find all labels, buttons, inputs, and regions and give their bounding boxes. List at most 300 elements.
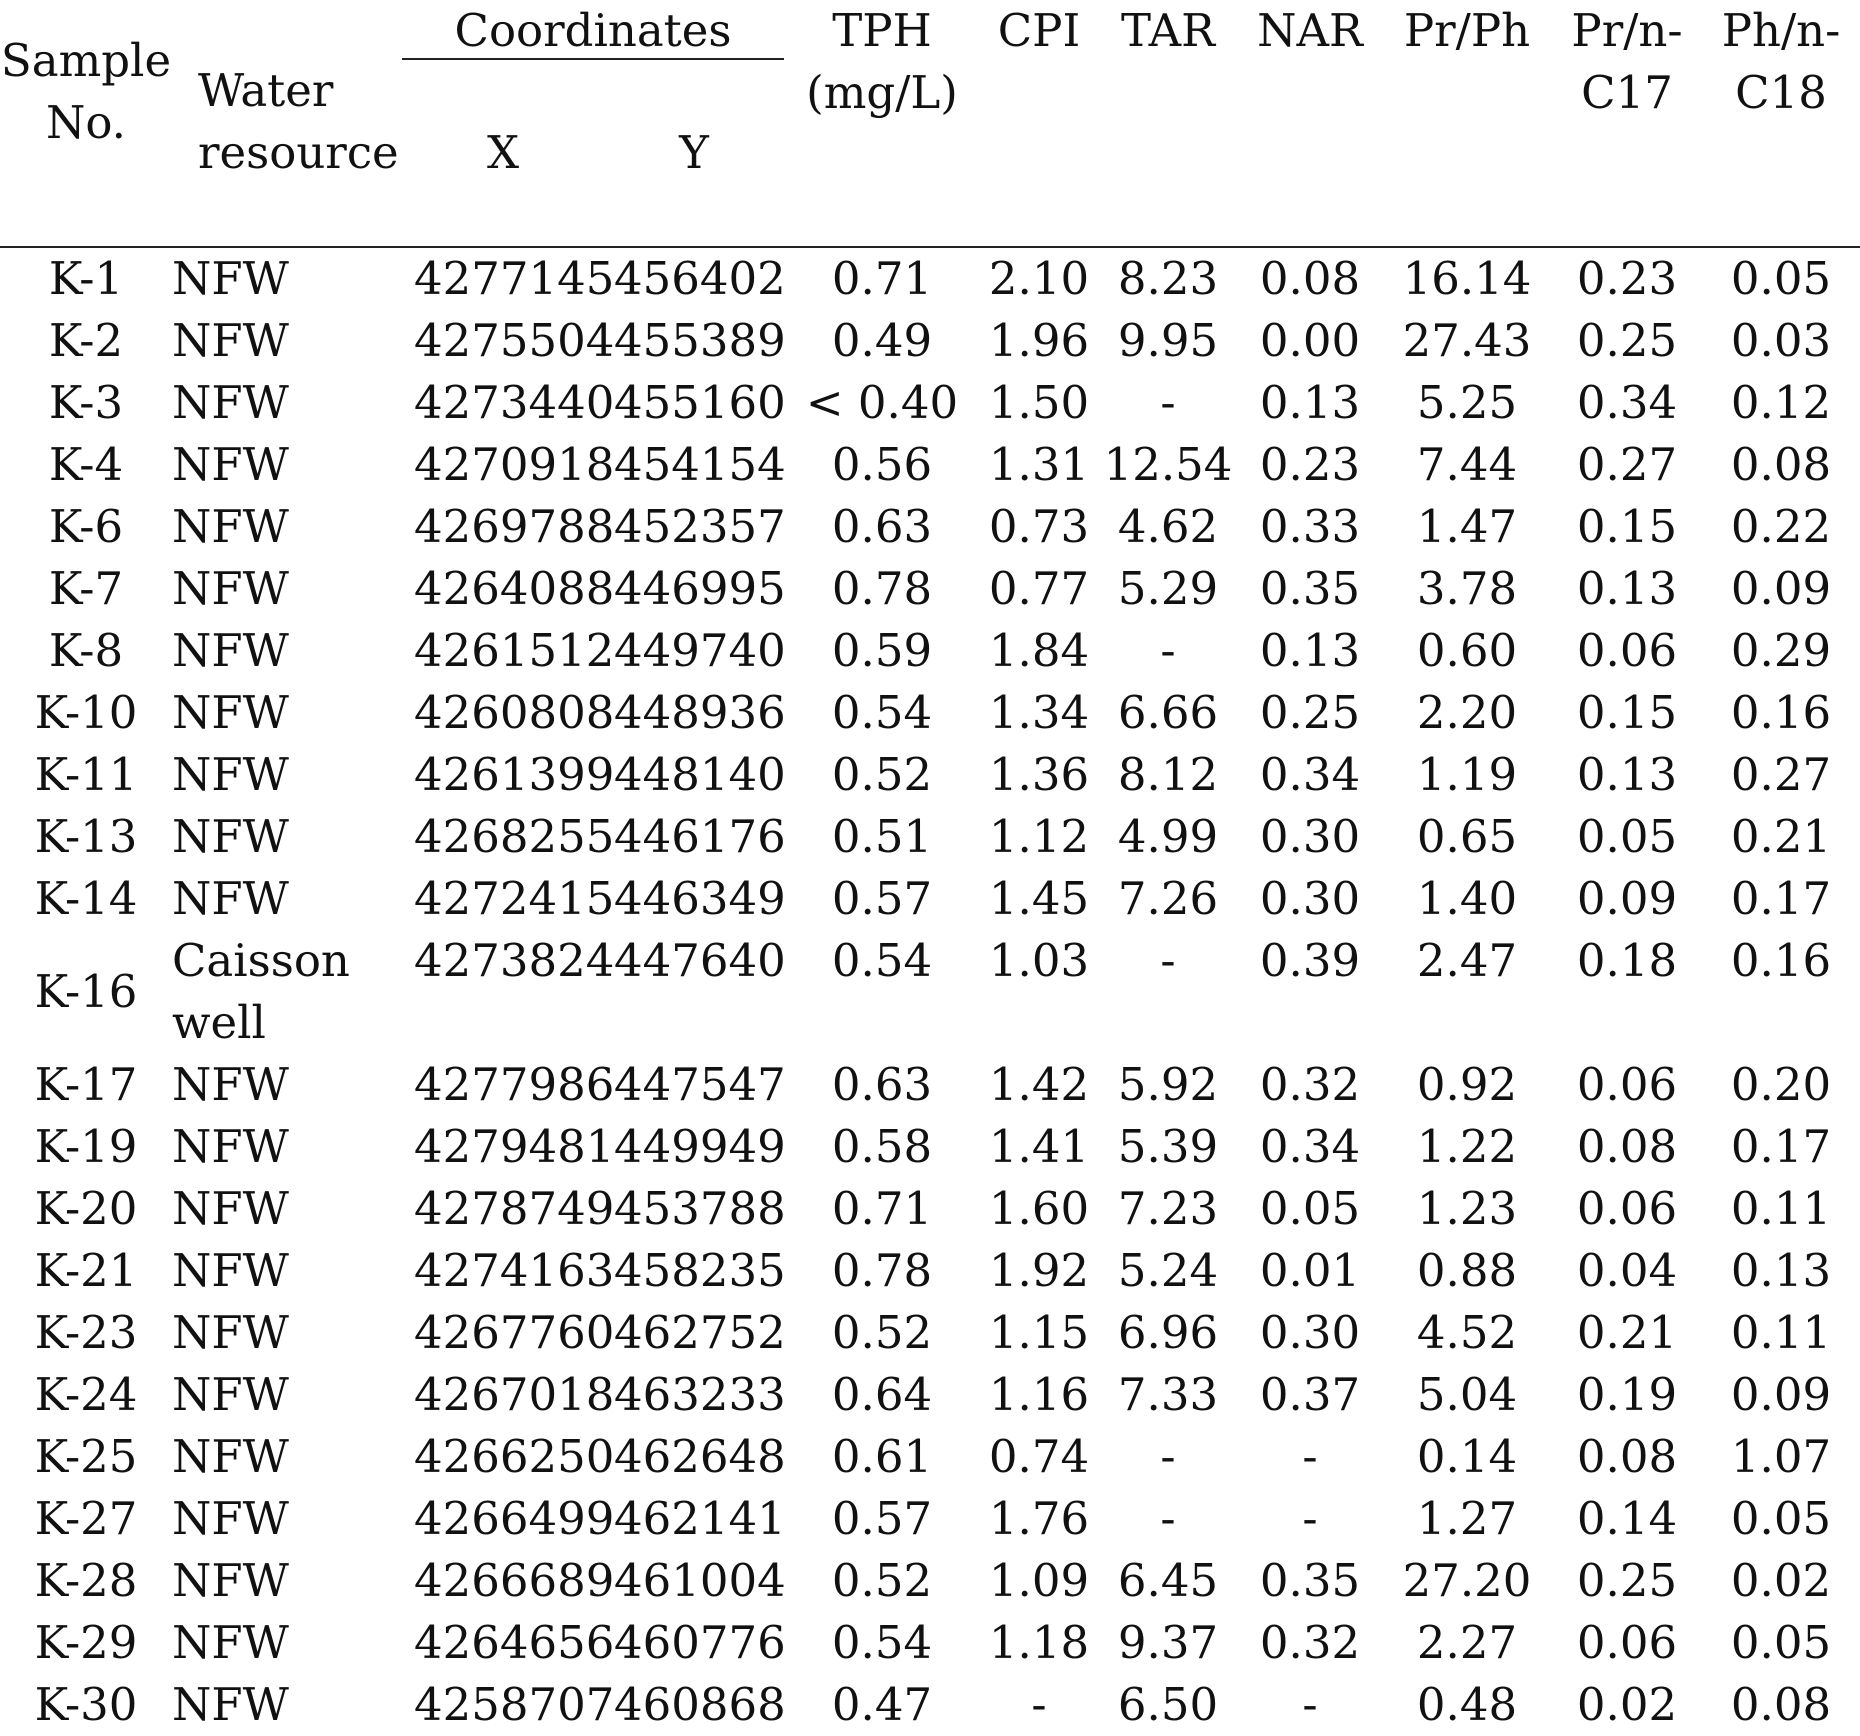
cell-nar: 0.23 bbox=[1259, 438, 1361, 491]
cell-coord-x: 4272415 bbox=[414, 872, 615, 925]
cell-tph: 0.47 bbox=[831, 1678, 933, 1731]
cell-coord-x: 4264088 bbox=[414, 562, 615, 615]
header-pr-c17 bbox=[1552, 0, 1702, 124]
header-sample-line1: Sample bbox=[0, 34, 172, 87]
cell-nar: 0.01 bbox=[1259, 1244, 1361, 1297]
cell-tph: 0.54 bbox=[831, 686, 933, 739]
cell-tar: 7.26 bbox=[1117, 872, 1219, 925]
cell-tar: 6.45 bbox=[1117, 1554, 1219, 1607]
cell-cpi: 1.41 bbox=[988, 1120, 1090, 1173]
cell-tph: 0.63 bbox=[831, 500, 933, 553]
water-resource-line: NFW bbox=[172, 1554, 289, 1607]
cell-coord-y: 460868 bbox=[614, 1678, 786, 1731]
coordinates-underline bbox=[402, 58, 784, 60]
water-resource-line: NFW bbox=[172, 1616, 289, 1669]
cell-ph-c18: 0.17 bbox=[1730, 1120, 1832, 1173]
cell-sample-no: K-25 bbox=[34, 1430, 138, 1483]
cell-pr-c17: 0.25 bbox=[1576, 1554, 1678, 1607]
cell-sample-no: K-28 bbox=[34, 1554, 138, 1607]
header-prc17-line2: C17 bbox=[1581, 66, 1673, 119]
cell-sample-no: K-21 bbox=[34, 1244, 138, 1297]
table-body bbox=[0, 248, 1860, 1736]
table-row bbox=[0, 1302, 1860, 1364]
cell-water-resource bbox=[172, 1488, 414, 1550]
cell-coord-y: 462141 bbox=[614, 1492, 786, 1545]
cell-tph: 0.78 bbox=[831, 1244, 933, 1297]
cell-tph: 0.63 bbox=[831, 1058, 933, 1111]
cell-coord-y: 458235 bbox=[614, 1244, 786, 1297]
cell-pr-ph: 3.78 bbox=[1416, 562, 1518, 615]
cell-water-resource bbox=[172, 1364, 414, 1426]
cell-nar: 0.08 bbox=[1259, 252, 1361, 305]
table-row bbox=[0, 620, 1860, 682]
water-resource-line: NFW bbox=[172, 500, 289, 553]
cell-sample-no: K-19 bbox=[34, 1120, 138, 1173]
header-tph bbox=[784, 0, 980, 124]
cell-pr-ph: 1.23 bbox=[1416, 1182, 1518, 1235]
table-row bbox=[0, 1550, 1860, 1612]
cell-tar: 8.23 bbox=[1117, 252, 1219, 305]
cell-pr-ph: 5.25 bbox=[1416, 376, 1518, 429]
cell-tar: 6.66 bbox=[1117, 686, 1219, 739]
cell-coord-y: 446349 bbox=[614, 872, 786, 925]
header-phc18-line2: C18 bbox=[1735, 66, 1827, 119]
cell-cpi: 1.16 bbox=[988, 1368, 1090, 1421]
cell-tph: 0.54 bbox=[831, 1616, 933, 1669]
table-row bbox=[0, 434, 1860, 496]
cell-tar: - bbox=[1160, 624, 1176, 677]
cell-water-resource bbox=[172, 434, 414, 496]
cell-pr-ph: 27.43 bbox=[1402, 314, 1532, 367]
cell-coord-y: 452357 bbox=[614, 500, 786, 553]
cell-tph: 0.71 bbox=[831, 252, 933, 305]
cell-pr-c17: 0.13 bbox=[1576, 748, 1678, 801]
cell-water-resource bbox=[172, 248, 414, 310]
water-resource-line: NFW bbox=[172, 1058, 289, 1111]
cell-tph: 0.78 bbox=[831, 562, 933, 615]
cell-nar: 0.25 bbox=[1259, 686, 1361, 739]
water-resource-line: NFW bbox=[172, 376, 289, 429]
cell-ph-c18: 0.05 bbox=[1730, 252, 1832, 305]
cell-pr-c17: 0.14 bbox=[1576, 1492, 1678, 1545]
cell-tar: 5.92 bbox=[1117, 1058, 1219, 1111]
cell-sample-no: K-23 bbox=[34, 1306, 138, 1359]
cell-cpi: 1.60 bbox=[988, 1182, 1090, 1235]
cell-sample-no: K-13 bbox=[34, 810, 138, 863]
cell-cpi: 1.36 bbox=[988, 748, 1090, 801]
cell-coord-y: 462752 bbox=[614, 1306, 786, 1359]
water-resource-line: NFW bbox=[172, 1368, 289, 1421]
cell-cpi: 1.76 bbox=[988, 1492, 1090, 1545]
cell-cpi: - bbox=[1031, 1678, 1047, 1731]
header-tar: TAR bbox=[1121, 4, 1215, 57]
cell-water-resource bbox=[172, 744, 414, 806]
cell-pr-ph: 0.88 bbox=[1416, 1244, 1518, 1297]
cell-sample-no: K-29 bbox=[34, 1616, 138, 1669]
water-resource-line: NFW bbox=[172, 686, 289, 739]
cell-tph: 0.59 bbox=[831, 624, 933, 677]
cell-cpi: 1.12 bbox=[988, 810, 1090, 863]
cell-water-resource bbox=[172, 1426, 414, 1488]
cell-pr-c17: 0.08 bbox=[1576, 1430, 1678, 1483]
table-row bbox=[0, 1674, 1860, 1736]
water-resource-line: NFW bbox=[172, 1182, 289, 1235]
cell-coord-y: 447640 bbox=[614, 934, 786, 987]
cell-pr-c17: 0.19 bbox=[1576, 1368, 1678, 1421]
header-x: X bbox=[486, 126, 520, 179]
cell-nar: 0.13 bbox=[1259, 376, 1361, 429]
cell-coord-x: 4277145 bbox=[414, 252, 615, 305]
cell-pr-ph: 5.04 bbox=[1416, 1368, 1518, 1421]
cell-pr-c17: 0.15 bbox=[1576, 500, 1678, 553]
cell-coord-y: 446995 bbox=[614, 562, 786, 615]
cell-tph: 0.61 bbox=[831, 1430, 933, 1483]
cell-sample-no: K-7 bbox=[48, 562, 124, 615]
cell-tar: 5.24 bbox=[1117, 1244, 1219, 1297]
cell-nar: 0.39 bbox=[1259, 934, 1361, 987]
header-pr-ph: Pr/Ph bbox=[1403, 4, 1531, 57]
cell-coord-x: 4278749 bbox=[414, 1182, 615, 1235]
cell-pr-c17: 0.06 bbox=[1576, 1058, 1678, 1111]
cell-sample-no: K-10 bbox=[34, 686, 138, 739]
cell-water-resource bbox=[172, 1550, 414, 1612]
cell-sample-no: K-30 bbox=[34, 1678, 138, 1731]
cell-pr-ph: 16.14 bbox=[1402, 252, 1532, 305]
cell-cpi: 1.09 bbox=[988, 1554, 1090, 1607]
cell-tar: 8.12 bbox=[1117, 748, 1219, 801]
cell-tar: - bbox=[1160, 934, 1176, 987]
cell-tar: 4.99 bbox=[1117, 810, 1219, 863]
header-nar: NAR bbox=[1257, 4, 1363, 57]
cell-tph: 0.71 bbox=[831, 1182, 933, 1235]
cell-coord-y: 449740 bbox=[614, 624, 786, 677]
cell-tar: 9.37 bbox=[1117, 1616, 1219, 1669]
cell-pr-c17: 0.18 bbox=[1576, 934, 1678, 987]
header-coordinates: Coordinates bbox=[454, 4, 732, 57]
cell-coord-y: 449949 bbox=[614, 1120, 786, 1173]
cell-coord-x: 4268255 bbox=[414, 810, 615, 863]
cell-pr-ph: 1.40 bbox=[1416, 872, 1518, 925]
cell-coord-x: 4264656 bbox=[414, 1616, 615, 1669]
cell-nar: 0.35 bbox=[1259, 562, 1361, 615]
cell-nar: 0.32 bbox=[1259, 1616, 1361, 1669]
water-resource-line: NFW bbox=[172, 314, 289, 367]
cell-pr-ph: 0.48 bbox=[1416, 1678, 1518, 1731]
data-table bbox=[0, 248, 1860, 1736]
table-row bbox=[0, 682, 1860, 744]
table-row bbox=[0, 1364, 1860, 1426]
water-resource-line: NFW bbox=[172, 252, 289, 305]
cell-pr-c17: 0.15 bbox=[1576, 686, 1678, 739]
cell-pr-c17: 0.04 bbox=[1576, 1244, 1678, 1297]
cell-cpi: 0.73 bbox=[988, 500, 1090, 553]
cell-ph-c18: 0.21 bbox=[1730, 810, 1832, 863]
cell-coord-x: 4274163 bbox=[414, 1244, 615, 1297]
cell-ph-c18: 0.02 bbox=[1730, 1554, 1832, 1607]
cell-coord-y: 460776 bbox=[614, 1616, 786, 1669]
cell-pr-c17: 0.23 bbox=[1576, 252, 1678, 305]
cell-tph: 0.57 bbox=[831, 1492, 933, 1545]
cell-tph: 0.52 bbox=[831, 748, 933, 801]
cell-coord-y: 455389 bbox=[614, 314, 786, 367]
cell-tar: - bbox=[1160, 376, 1176, 429]
water-resource-line: NFW bbox=[172, 1244, 289, 1297]
water-resource-line: NFW bbox=[172, 1120, 289, 1173]
cell-tar: - bbox=[1160, 1430, 1176, 1483]
water-resource-line: NFW bbox=[172, 1492, 289, 1545]
cell-tph: 0.58 bbox=[831, 1120, 933, 1173]
cell-coord-x: 4273824 bbox=[414, 934, 615, 987]
cell-tph: 0.49 bbox=[831, 314, 933, 367]
cell-nar: - bbox=[1302, 1492, 1318, 1545]
cell-water-resource bbox=[172, 930, 414, 1054]
table-row bbox=[0, 1488, 1860, 1550]
table-row bbox=[0, 1054, 1860, 1116]
cell-sample-no: K-6 bbox=[48, 500, 124, 553]
header-cpi: CPI bbox=[997, 4, 1081, 57]
cell-pr-c17: 0.21 bbox=[1576, 1306, 1678, 1359]
cell-tph: 0.64 bbox=[831, 1368, 933, 1421]
table-row bbox=[0, 1612, 1860, 1674]
cell-ph-c18: 0.08 bbox=[1730, 438, 1832, 491]
table-row bbox=[0, 1178, 1860, 1240]
cell-cpi: 1.45 bbox=[988, 872, 1090, 925]
cell-coord-x: 4269788 bbox=[414, 500, 615, 553]
cell-nar: 0.34 bbox=[1259, 748, 1361, 801]
cell-coord-x: 4266499 bbox=[414, 1492, 615, 1545]
water-resource-line: NFW bbox=[172, 872, 289, 925]
cell-water-resource bbox=[172, 1054, 414, 1116]
cell-coord-y: 448936 bbox=[614, 686, 786, 739]
cell-cpi: 1.50 bbox=[988, 376, 1090, 429]
cell-water-resource bbox=[172, 496, 414, 558]
cell-cpi: 1.03 bbox=[988, 934, 1090, 987]
cell-tph: < 0.40 bbox=[805, 376, 959, 429]
cell-pr-c17: 0.13 bbox=[1576, 562, 1678, 615]
cell-water-resource bbox=[172, 1612, 414, 1674]
cell-coord-x: 4261399 bbox=[414, 748, 615, 801]
cell-tar: 5.39 bbox=[1117, 1120, 1219, 1173]
cell-water-resource bbox=[172, 310, 414, 372]
cell-tph: 0.57 bbox=[831, 872, 933, 925]
cell-coord-x: 4270918 bbox=[414, 438, 615, 491]
cell-pr-c17: 0.34 bbox=[1576, 376, 1678, 429]
cell-pr-ph: 1.19 bbox=[1416, 748, 1518, 801]
cell-nar: 0.33 bbox=[1259, 500, 1361, 553]
cell-cpi: 1.15 bbox=[988, 1306, 1090, 1359]
cell-water-resource bbox=[172, 806, 414, 868]
cell-coord-x: 4266250 bbox=[414, 1430, 615, 1483]
cell-pr-ph: 7.44 bbox=[1416, 438, 1518, 491]
cell-pr-ph: 0.65 bbox=[1416, 810, 1518, 863]
cell-coord-x: 4266689 bbox=[414, 1554, 615, 1607]
cell-cpi: 1.84 bbox=[988, 624, 1090, 677]
cell-coord-y: 456402 bbox=[614, 252, 786, 305]
header-sample-no bbox=[0, 30, 172, 154]
cell-pr-ph: 2.47 bbox=[1416, 934, 1518, 987]
water-resource-line: NFW bbox=[172, 810, 289, 863]
cell-coord-y: 453788 bbox=[614, 1182, 786, 1235]
cell-pr-ph: 2.20 bbox=[1416, 686, 1518, 739]
cell-pr-ph: 0.60 bbox=[1416, 624, 1518, 677]
cell-sample-no: K-8 bbox=[48, 624, 124, 677]
water-resource-line: NFW bbox=[172, 1678, 289, 1731]
cell-coord-y: 448140 bbox=[614, 748, 786, 801]
cell-tph: 0.54 bbox=[831, 934, 933, 987]
cell-ph-c18: 0.29 bbox=[1730, 624, 1832, 677]
cell-water-resource bbox=[172, 558, 414, 620]
cell-ph-c18: 0.11 bbox=[1730, 1182, 1832, 1235]
cell-coord-x: 4261512 bbox=[414, 624, 615, 677]
cell-water-resource bbox=[172, 1302, 414, 1364]
cell-tar: 7.33 bbox=[1117, 1368, 1219, 1421]
cell-cpi: 1.18 bbox=[988, 1616, 1090, 1669]
cell-ph-c18: 0.09 bbox=[1730, 562, 1832, 615]
cell-tar: 4.62 bbox=[1117, 500, 1219, 553]
cell-coord-x: 4273440 bbox=[414, 376, 615, 429]
table-row bbox=[0, 930, 1860, 1054]
cell-ph-c18: 0.22 bbox=[1730, 500, 1832, 553]
cell-tar: 5.29 bbox=[1117, 562, 1219, 615]
table-row bbox=[0, 868, 1860, 930]
header-sample-line2: No. bbox=[46, 96, 126, 149]
cell-sample-no: K-14 bbox=[34, 872, 138, 925]
cell-ph-c18: 0.03 bbox=[1730, 314, 1832, 367]
cell-tph: 0.56 bbox=[831, 438, 933, 491]
cell-pr-ph: 1.27 bbox=[1416, 1492, 1518, 1545]
water-resource-line: NFW bbox=[172, 1306, 289, 1359]
table-row bbox=[0, 1116, 1860, 1178]
table-row bbox=[0, 744, 1860, 806]
cell-water-resource bbox=[172, 1240, 414, 1302]
cell-sample-no: K-20 bbox=[34, 1182, 138, 1235]
header-water-resource bbox=[198, 60, 398, 184]
table-row bbox=[0, 1240, 1860, 1302]
cell-pr-c17: 0.06 bbox=[1576, 1182, 1678, 1235]
cell-ph-c18: 1.07 bbox=[1730, 1430, 1832, 1483]
header-water-line2: resource bbox=[198, 126, 399, 179]
cell-pr-ph: 1.22 bbox=[1416, 1120, 1518, 1173]
header-prc17-line1: Pr/n- bbox=[1571, 4, 1683, 57]
cell-coord-x: 4260808 bbox=[414, 686, 615, 739]
cell-coord-y: 463233 bbox=[614, 1368, 786, 1421]
cell-nar: 0.05 bbox=[1259, 1182, 1361, 1235]
cell-tar: 7.23 bbox=[1117, 1182, 1219, 1235]
cell-water-resource bbox=[172, 682, 414, 744]
cell-pr-ph: 2.27 bbox=[1416, 1616, 1518, 1669]
cell-ph-c18: 0.16 bbox=[1730, 934, 1832, 987]
cell-water-resource bbox=[172, 372, 414, 434]
cell-cpi: 2.10 bbox=[988, 252, 1090, 305]
cell-nar: 0.35 bbox=[1259, 1554, 1361, 1607]
cell-water-resource bbox=[172, 620, 414, 682]
cell-tph: 0.51 bbox=[831, 810, 933, 863]
cell-sample-no: K-11 bbox=[34, 748, 138, 801]
cell-coord-y: 461004 bbox=[614, 1554, 786, 1607]
cell-tph: 0.52 bbox=[831, 1554, 933, 1607]
cell-coord-y: 454154 bbox=[614, 438, 786, 491]
cell-sample-no: K-27 bbox=[34, 1492, 138, 1545]
water-resource-line: NFW bbox=[172, 562, 289, 615]
table-row bbox=[0, 806, 1860, 868]
water-resource-line: NFW bbox=[172, 748, 289, 801]
table-row bbox=[0, 248, 1860, 310]
table-row bbox=[0, 558, 1860, 620]
cell-sample-no: K-17 bbox=[34, 1058, 138, 1111]
table-row bbox=[0, 310, 1860, 372]
cell-coord-x: 4279481 bbox=[414, 1120, 615, 1173]
cell-pr-ph: 1.47 bbox=[1416, 500, 1518, 553]
cell-water-resource bbox=[172, 1116, 414, 1178]
cell-tar: 6.50 bbox=[1117, 1678, 1219, 1731]
cell-coord-y: 447547 bbox=[614, 1058, 786, 1111]
cell-tar: 12.54 bbox=[1103, 438, 1233, 491]
cell-ph-c18: 0.16 bbox=[1730, 686, 1832, 739]
cell-cpi: 1.92 bbox=[988, 1244, 1090, 1297]
cell-pr-c17: 0.25 bbox=[1576, 314, 1678, 367]
cell-nar: 0.00 bbox=[1259, 314, 1361, 367]
header-water-line1: Water bbox=[198, 64, 334, 117]
water-resource-line: Caisson bbox=[172, 934, 350, 987]
header-tph-line2: (mg/L) bbox=[806, 66, 958, 119]
water-resource-line: NFW bbox=[172, 438, 289, 491]
header-phc18-line1: Ph/n- bbox=[1721, 4, 1841, 57]
cell-ph-c18: 0.05 bbox=[1730, 1616, 1832, 1669]
cell-cpi: 1.31 bbox=[988, 438, 1090, 491]
cell-coord-x: 4275504 bbox=[414, 314, 615, 367]
cell-tph: 0.52 bbox=[831, 1306, 933, 1359]
water-resource-line: well bbox=[172, 996, 266, 1049]
cell-tar: 9.95 bbox=[1117, 314, 1219, 367]
cell-nar: - bbox=[1302, 1678, 1318, 1731]
cell-nar: 0.30 bbox=[1259, 872, 1361, 925]
cell-water-resource bbox=[172, 868, 414, 930]
cell-pr-ph: 0.14 bbox=[1416, 1430, 1518, 1483]
cell-ph-c18: 0.12 bbox=[1730, 376, 1832, 429]
cell-cpi: 1.96 bbox=[988, 314, 1090, 367]
cell-ph-c18: 0.09 bbox=[1730, 1368, 1832, 1421]
cell-nar: 0.13 bbox=[1259, 624, 1361, 677]
cell-cpi: 0.74 bbox=[988, 1430, 1090, 1483]
cell-nar: - bbox=[1302, 1430, 1318, 1483]
cell-pr-c17: 0.02 bbox=[1576, 1678, 1678, 1731]
cell-nar: 0.37 bbox=[1259, 1368, 1361, 1421]
cell-coord-x: 4258707 bbox=[414, 1678, 615, 1731]
cell-ph-c18: 0.13 bbox=[1730, 1244, 1832, 1297]
cell-pr-c17: 0.08 bbox=[1576, 1120, 1678, 1173]
cell-sample-no: K-2 bbox=[48, 314, 124, 367]
cell-ph-c18: 0.05 bbox=[1730, 1492, 1832, 1545]
header-ph-c18 bbox=[1702, 0, 1860, 124]
cell-tar: - bbox=[1160, 1492, 1176, 1545]
cell-water-resource bbox=[172, 1674, 414, 1736]
cell-sample-no: K-16 bbox=[34, 965, 138, 1018]
cell-coord-x: 4277986 bbox=[414, 1058, 615, 1111]
cell-sample-no: K-1 bbox=[48, 252, 124, 305]
table-row bbox=[0, 1426, 1860, 1488]
cell-coord-x: 4267760 bbox=[414, 1306, 615, 1359]
cell-ph-c18: 0.11 bbox=[1730, 1306, 1832, 1359]
cell-sample-no: K-3 bbox=[48, 376, 124, 429]
cell-tar: 6.96 bbox=[1117, 1306, 1219, 1359]
cell-ph-c18: 0.17 bbox=[1730, 872, 1832, 925]
cell-nar: 0.30 bbox=[1259, 810, 1361, 863]
cell-pr-c17: 0.05 bbox=[1576, 810, 1678, 863]
cell-nar: 0.34 bbox=[1259, 1120, 1361, 1173]
cell-nar: 0.30 bbox=[1259, 1306, 1361, 1359]
cell-pr-c17: 0.27 bbox=[1576, 438, 1678, 491]
cell-sample-no: K-24 bbox=[34, 1368, 138, 1421]
